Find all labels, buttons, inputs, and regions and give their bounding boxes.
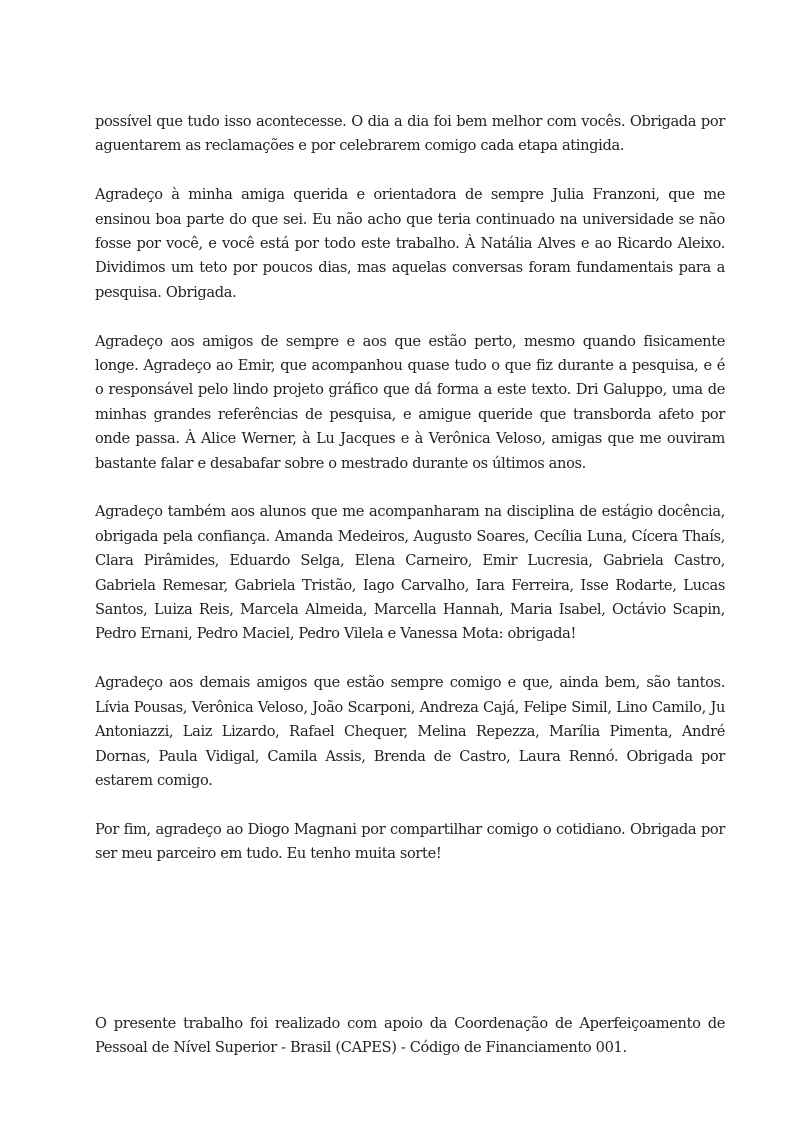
paragraph-friends: Agradeço aos amigos de sempre e aos que estão perto, mesmo quando fisicamente longe. Agradeço ao Emir, que acompanhou quase tudo o que fiz durante a pesquisa, e é o responsável pelo lindo projeto gráfico que dá forma a este texto. Dri Galuppo, uma de minhas grandes referências de pesquisa, e amigue queride que transborda afeto por onde passa. À Alice Werner, à Lu Jacques e à Verônica Veloso, amigas que me ouviram bastante falar e desabafar sobre o mestrado durante os últimos anos. [95, 332, 725, 472]
funding-note [95, 1012, 725, 1061]
acknowledgements-body [95, 110, 725, 867]
paragraph-gratitude-support: possível que tudo isso acontecesse. O dia a dia foi bem melhor com vocês. Obrigada por aguentarem as reclamações e por celebrarem comigo cada etapa atingida. [95, 113, 725, 155]
paragraph-students: Agradeço também aos alunos que me acompanharam na disciplina de estágio docência, obrigada pela confiança. Amanda Medeiros, Augusto Soares, Cecília Luna, Cícera Thaís, Clara Pirâmides, Eduardo Selga, Elena Carneiro, Emir Lucresia, Gabriela Castro, Gabriela Remesar, Gabriela Tristão, Iago Carvalho, Iara Ferreira, Isse Rodarte, Lucas Santos, Luiza Reis, Marcela Almeida, Marcella Hannah, Maria Isabel, Octávio Scapin, Pedro Ernani, Pedro Maciel, Pedro Vilela e Vanessa Mota: obrigada! [95, 503, 725, 643]
funding-note-text: O presente trabalho foi realizado com apoio da Coordenação de Aperfeiçoamento de Pessoal de Nível Superior - Brasil (CAPES) - Código de Financiamento 001. [95, 1015, 725, 1057]
paragraph-partner: Por fim, agradeço ao Diogo Magnani por compartilhar comigo o cotidiano. Obrigada por ser meu parceiro em tudo. Eu tenho muita sorte! [95, 820, 725, 863]
paragraph-other-friends: Agradeço aos demais amigos que estão sempre comigo e que, ainda bem, são tantos. Lívia Pousas, Verônica Veloso, João Scarponi, Andreza Cajá, Felipe Simil, Lino Camilo, Ju Antoniazzi, Laiz Lizardo, Rafael Chequer, Melina Repezza, Marília Pimenta, André Dornas, Paula Vidigal, Camila Assis, Brenda de Castro, Laura Rennó. Obrigada por estarem comigo. [95, 674, 725, 789]
paragraph-advisor: Agradeço à minha amiga querida e orientadora de sempre Julia Franzoni, que me ensinou boa parte do que sei. Eu não acho que teria continuado na universidade se não fosse por você, e você está por todo este trabalho. À Natália Alves e ao Ricardo Aleixo. Dividimos um teto por poucos dias, mas aquelas conversas foram fundamentais para a pesquisa. Obrigada. [95, 186, 725, 301]
